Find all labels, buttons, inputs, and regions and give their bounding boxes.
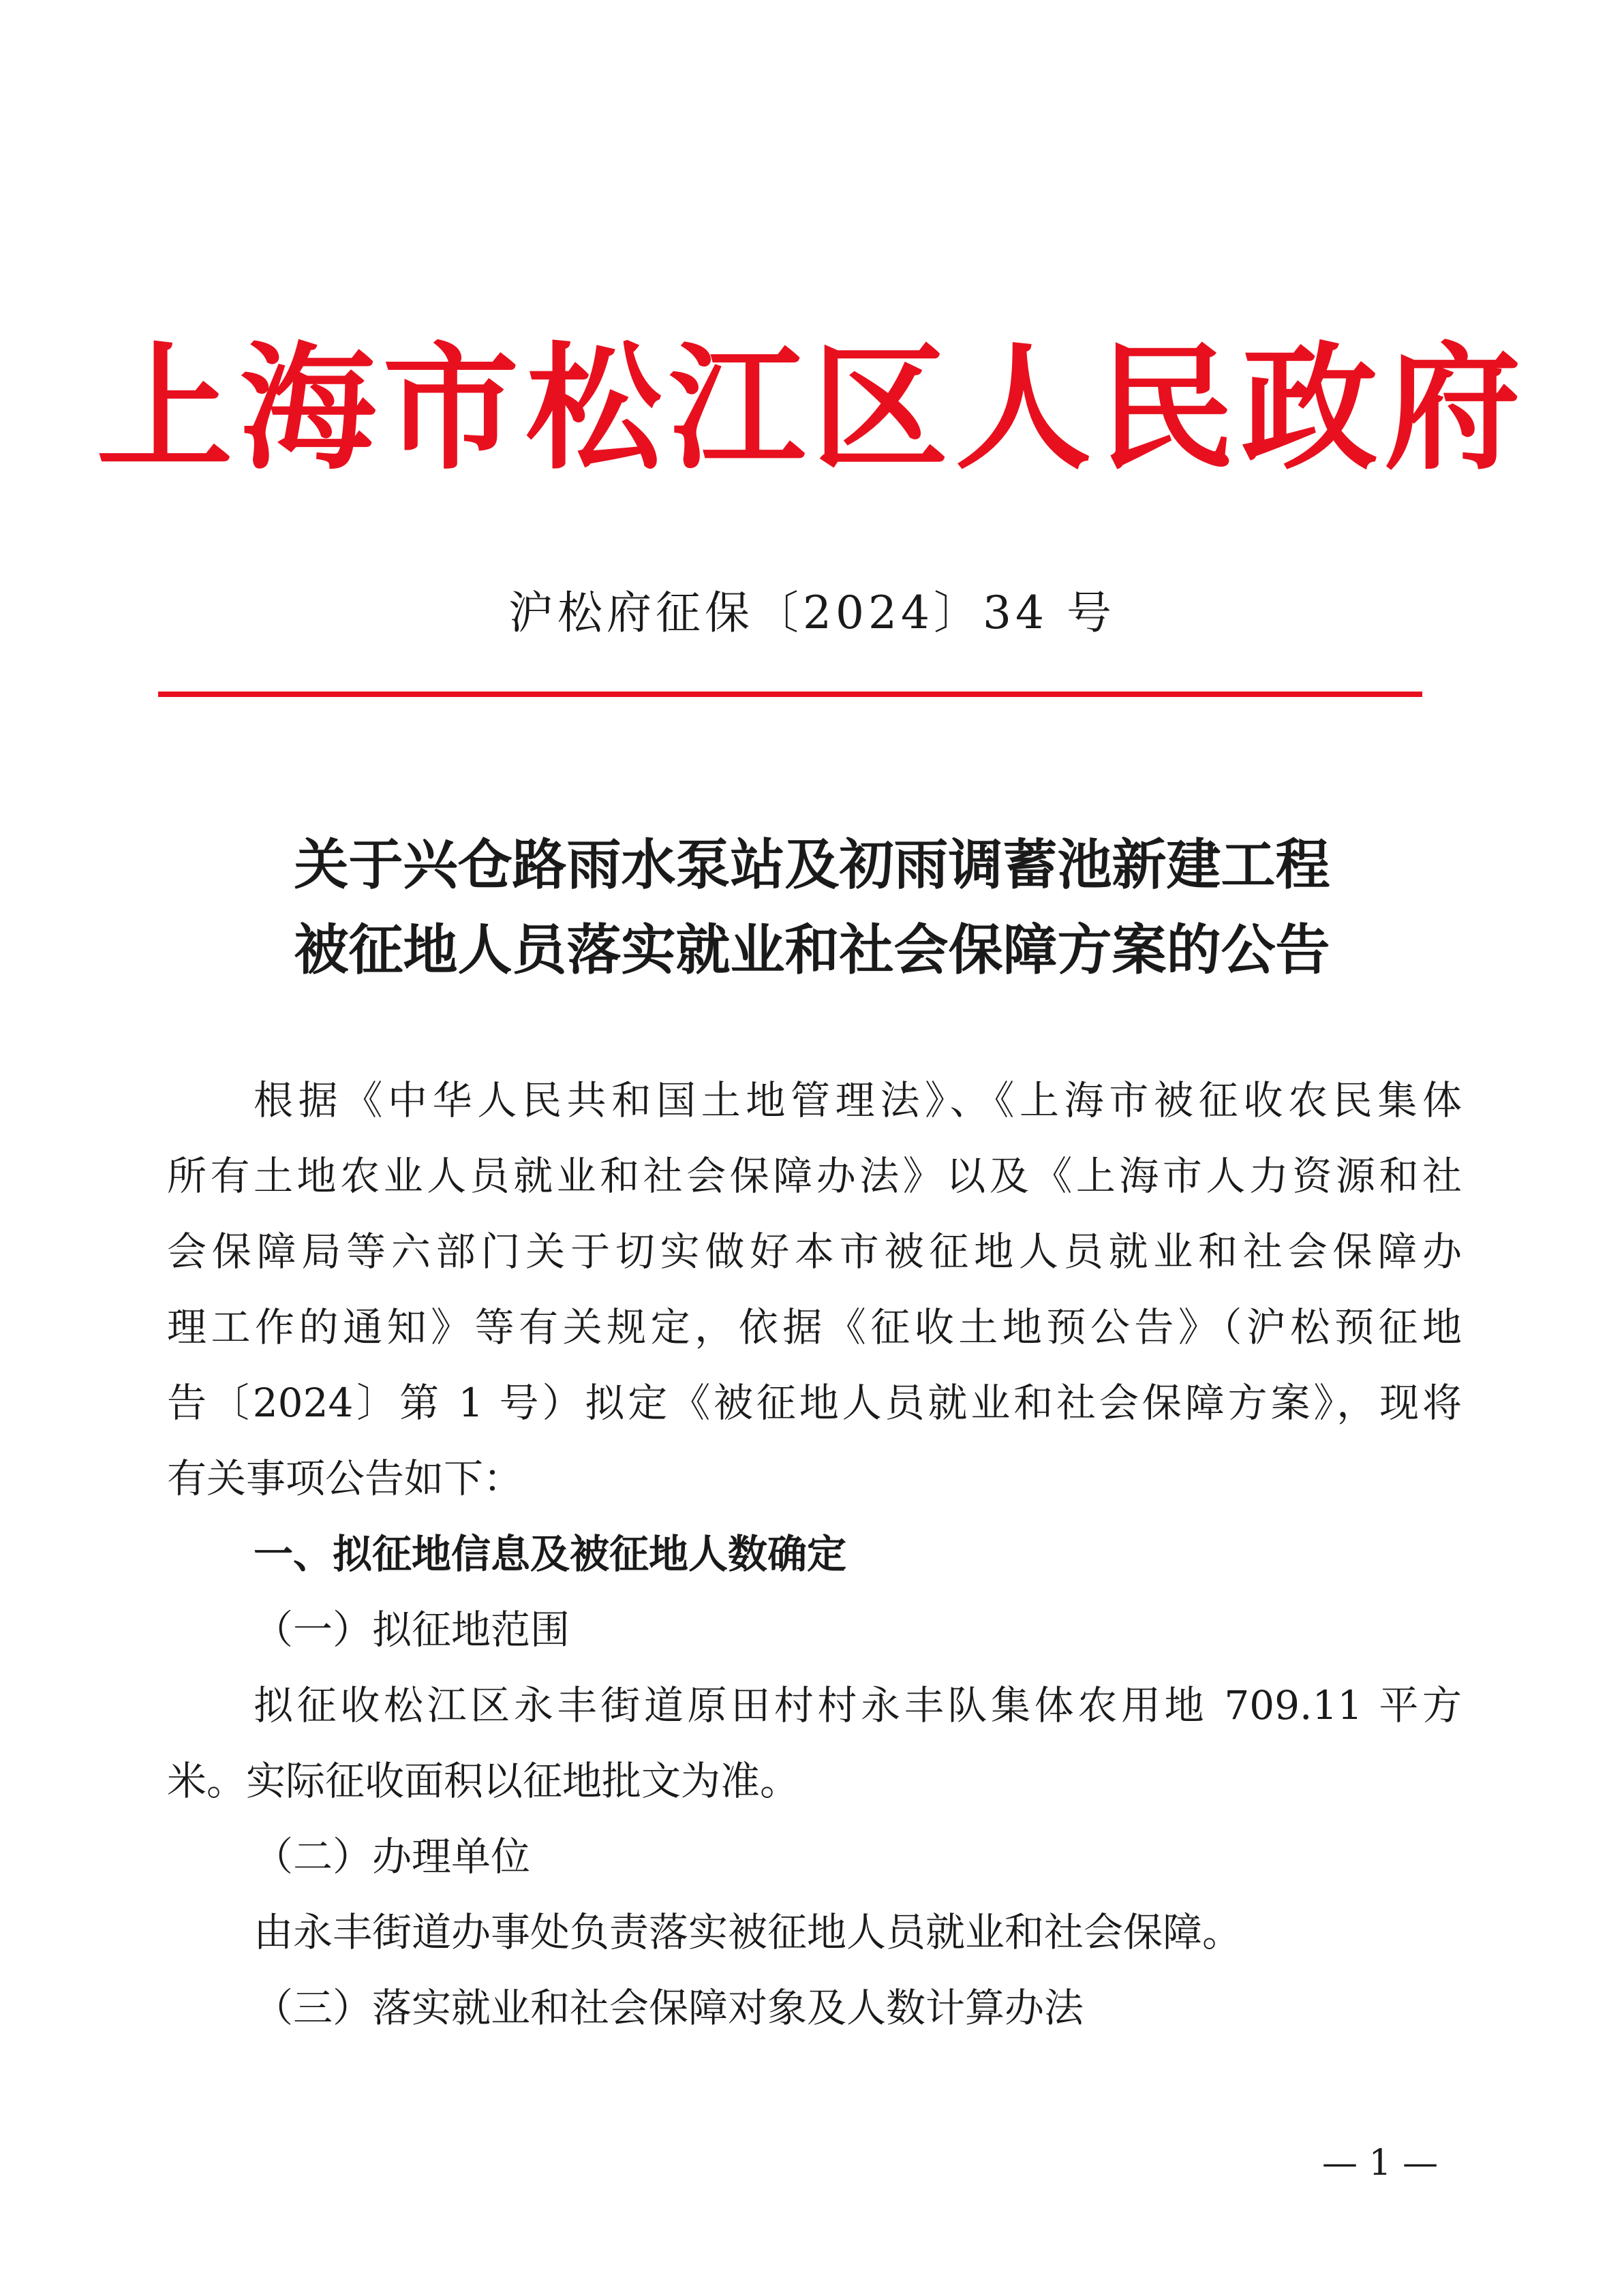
intro-line-6: 有关事项公告如下： — [167, 1455, 523, 1502]
intro-line-5: 告〔2024〕第 1 号）拟定《被征地人员就业和社会保障方案》，现将 — [167, 1380, 1462, 1426]
document-title-line-1: 关于兴仓路雨水泵站及初雨调蓄池新建工程 — [294, 833, 1330, 897]
intro-line-1: 根据《中华人民共和国土地管理法》、《上海市被征收农民集体 — [254, 1077, 1462, 1123]
red-divider-line — [158, 692, 1422, 697]
subsection-1-line-2: 米。实际征收面积以征地批文为准。 — [167, 1758, 800, 1804]
subsection-1-heading: （一）拟征地范围 — [254, 1607, 570, 1653]
subsection-2-heading: （二）办理单位 — [254, 1833, 531, 1880]
intro-line-2: 所有土地农业人员就业和社会保障办法》以及《上海市人力资源和社 — [167, 1153, 1462, 1199]
subsection-1-line-1: 拟征收松江区永丰街道原田村村永丰队集体农用地 709.11 平方 — [254, 1682, 1462, 1728]
section-1-heading: 一、拟征地信息及被征地人数确定 — [254, 1531, 847, 1577]
intro-line-3: 会保障局等六部门关于切实做好本市被征地人员就业和社会保障办 — [167, 1228, 1462, 1275]
page-number: — 1 — — [1322, 2143, 1439, 2184]
intro-line-4: 理工作的通知》等有关规定，依据《征收土地预公告》（沪松预征地 — [167, 1304, 1462, 1350]
document-title-line-2: 被征地人员落实就业和社会保障方案的公告 — [294, 918, 1330, 982]
subsection-3-heading: （三）落实就业和社会保障对象及人数计算办法 — [254, 1985, 1084, 2031]
issuing-authority-title: 上海市松江区人民政府 — [96, 328, 1528, 488]
document-number: 沪松府征保〔2024〕34 号 — [508, 587, 1116, 639]
subsection-2-line-1: 由永丰街道办事处负责落实被征地人员就业和社会保障。 — [254, 1909, 1242, 1955]
